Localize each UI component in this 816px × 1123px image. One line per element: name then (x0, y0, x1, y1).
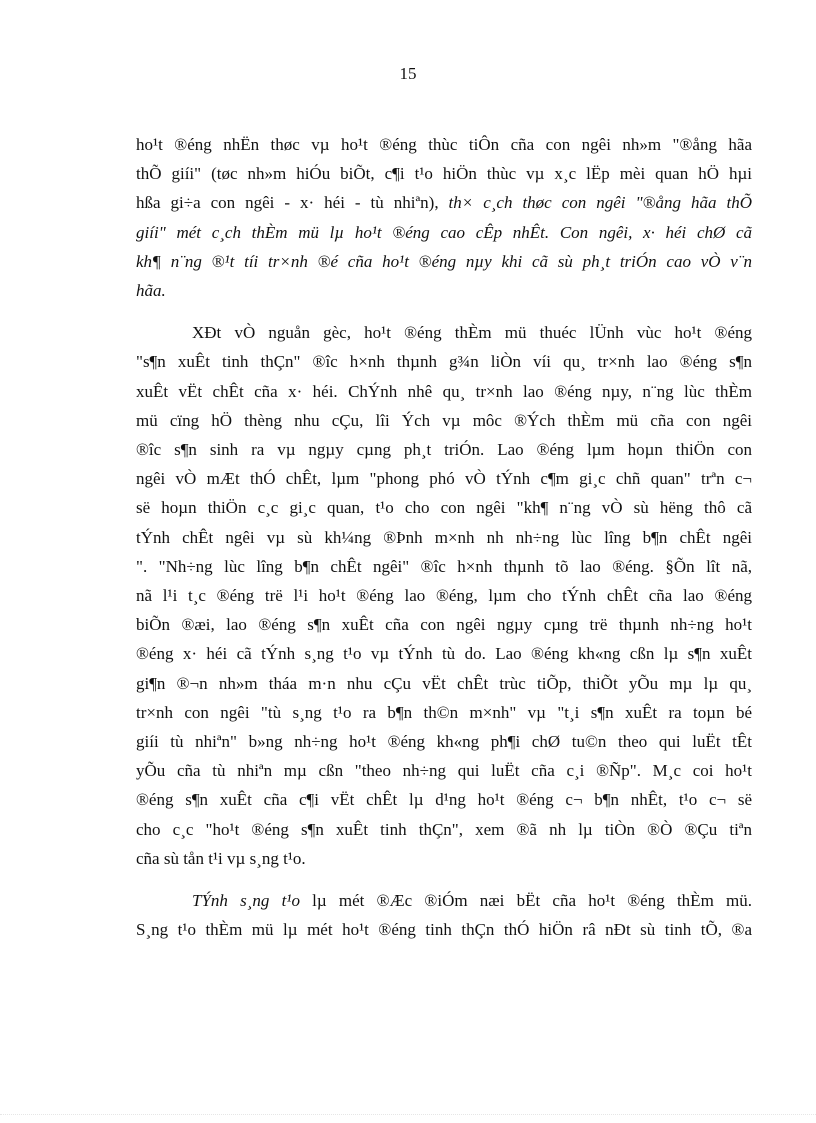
text-line (136, 610, 752, 639)
text-run: së hoµn thiÖn c¸c gi¸c quan, t¹o cho con ngêi "kh¶ n¨ng vÒ sù hëng thô cã (136, 498, 752, 518)
text-line (136, 886, 752, 915)
text-run: ho¹t ®éng nhËn thøc vµ ho¹t ®éng thùc tiÔn cña con ngêi nh»m "®ång hãa (136, 135, 752, 154)
text-run: ®éng x· héi cã tÝnh s¸ng t¹o vµ tÝnh tù do. Lao ®éng kh«ng cßn lµ s¶n xuÊt (136, 644, 752, 664)
text-line (136, 523, 752, 552)
document-body (136, 130, 752, 944)
text-line (136, 915, 752, 944)
text-line (136, 756, 752, 785)
text-run-italic: giíi" mét c¸ch thÈm mü lµ ho¹t ®éng cao cÊp nhÊt. Con ngêi, x· héi chØ cã (136, 222, 752, 242)
text-run: nã l¹i t¸c ®éng trë l¹i ho¹t ®éng lao ®éng, lµm cho tÝnh chÊt cña lao ®éng (136, 586, 752, 606)
text-run-italic: th× c¸ch thøc con ngêi "®ång hãa thÕ (448, 193, 752, 213)
text-run-italic: kh¶ n¨ng ®¹t tíi tr×nh ®é cña ho¹t ®éng nµy khi cã sù ph¸t triÓn cao vÒ v¨n (136, 251, 752, 271)
text-line (136, 247, 752, 276)
paragraph (136, 886, 752, 944)
text-run: cña sù tån t¹i vµ s¸ng t¹o. (136, 848, 306, 868)
page-number: 15 (399, 64, 417, 83)
text-run: gi¶n ®¬n nh»m tháa m·n nhu cÇu vËt chÊt trùc tiÕp, thiÕt yÕu mµ lµ qu¸ (136, 673, 752, 693)
text-line (136, 698, 752, 727)
text-line (136, 815, 752, 844)
text-line (136, 159, 752, 188)
text-run: biÕn ®æi, lao ®éng s¶n xuÊt cña con ngêi ngµy cµng trë thµnh nh÷ng ho¹t (136, 615, 752, 635)
text-run: mü cïng hÖ thèng nhu cÇu, lîi Ých vµ môc ®Ých thÈm mü cña con ngêi (136, 410, 752, 430)
text-line (136, 188, 752, 217)
text-line (136, 130, 752, 159)
text-run-italic: TÝnh s¸ng t¹o (192, 891, 300, 911)
paragraph (136, 318, 752, 873)
text-line (136, 669, 752, 698)
text-run: S¸ng t¹o thÈm mü lµ mét ho¹t ®éng tinh thÇn thÓ hiÖn râ nÐt sù tinh tÕ, ®a (136, 920, 752, 940)
text-run: XÐt vÒ nguån gèc, ho¹t ®éng thÈm mü thuéc lÜnh vùc ho¹t ®éng (192, 323, 752, 343)
text-line (136, 377, 752, 406)
text-run: lµ mét ®Æc ®iÓm næi bËt cña ho¹t ®éng thÈm mü. (299, 891, 752, 911)
text-run: tÝnh chÊt ngêi vµ sù kh¼ng ®Þnh m×nh nh nh÷ng lùc lîng b¶n chÊt ngêi (136, 527, 752, 547)
text-line (136, 493, 752, 522)
text-run-italic: hãa. (136, 281, 166, 301)
text-line (136, 406, 752, 435)
text-run: xuÊt vËt chÊt cña x· héi. ChÝnh nhê qu¸ tr×nh lao ®éng nµy, n¨ng lùc thÈm (136, 381, 752, 401)
text-line (136, 347, 752, 376)
text-run: hßa gi÷a con ngêi - x· héi - tù nhiªn), (136, 193, 449, 213)
text-line (136, 435, 752, 464)
text-line (136, 276, 752, 305)
text-line (136, 727, 752, 756)
page-bottom-border (0, 1114, 816, 1115)
text-run: thÕ giíi" (tøc nh»m hiÓu biÕt, c¶i t¹o hiÖn thùc vµ x¸c lËp mèi quan hÖ hµi (136, 164, 752, 184)
text-line (136, 552, 752, 581)
text-line (136, 464, 752, 493)
text-run: ®îc s¶n sinh ra vµ ngµy cµng ph¸t triÓn. Lao ®éng lµm hoµn thiÖn con (136, 440, 752, 460)
text-line (136, 844, 752, 873)
text-run: "s¶n xuÊt tinh thÇn" ®îc h×nh thµnh g¾n liÒn víi qu¸ tr×nh lao ®éng s¶n (136, 352, 752, 372)
paragraph (136, 130, 752, 305)
text-line (136, 639, 752, 668)
text-line (136, 785, 752, 814)
text-run: ®éng s¶n xuÊt cña c¶i vËt chÊt lµ d¹ng ho¹t ®éng c¬ b¶n nhÊt, t¹o c¬ së (136, 790, 752, 810)
text-line (136, 318, 752, 347)
text-run: tr×nh con ngêi "tù s¸ng t¹o ra b¶n th©n m×nh" vµ "t¸i s¶n xuÊt ra toµn bé (136, 702, 752, 722)
text-line (136, 218, 752, 247)
text-run: ngêi vÒ mÆt thÓ chÊt, lµm "phong phó vÒ tÝnh c¶m gi¸c chñ quan" trªn c¬ (136, 469, 752, 489)
text-run: cho c¸c "ho¹t ®éng s¶n xuÊt tinh thÇn", xem ®ã nh lµ tiÒn ®Ò ®Çu tiªn (136, 819, 752, 839)
text-run: yÕu cña tù nhiªn mµ cßn "theo nh÷ng qui luËt cña c¸i ®Ñp". M¸c coi ho¹t (136, 761, 752, 781)
text-run: ". "Nh÷ng lùc lîng b¶n chÊt ngêi" ®îc h×nh thµnh tõ lao ®éng. §Õn lît nã, (136, 556, 752, 576)
text-run: giíi tù nhiªn" b»ng nh÷ng ho¹t ®éng kh«ng ph¶i chØ tu©n theo qui luËt tÊt (136, 732, 752, 752)
text-line (136, 581, 752, 610)
